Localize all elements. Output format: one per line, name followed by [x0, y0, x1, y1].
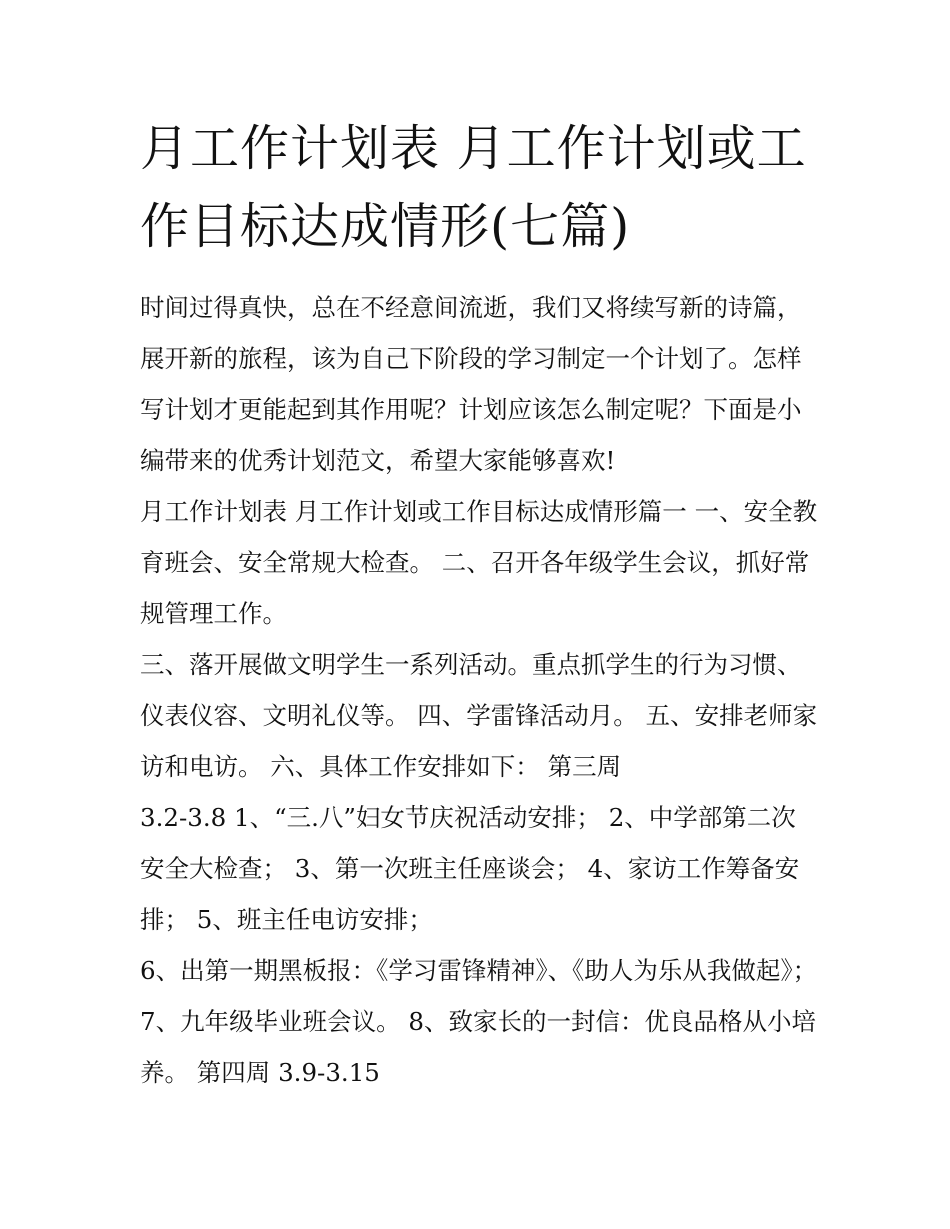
paragraph-section-one: 月工作计划表 月工作计划或工作目标达成情形篇一 一、安全教育班会、安全常规大检查。 二、召开各年级学生会议，抓好常规管理工作。	[140, 497, 818, 628]
paragraph-activities: 三、落开展做文明学生一系列活动。重点抓学生的行为习惯、仪表仪容、文明礼仪等。 四、学雷锋活动月。 五、安排老师家访和电访。 六、具体工作安排如下： 第三周	[140, 650, 818, 781]
paragraph-week-four: 6、出第一期黑板报：《学习雷锋精神》、《助人为乐从我做起》； 7、九年级毕业班会议。 8、致家长的一封信：优良品格从小培养。 第四周 3.9-3.15	[140, 956, 818, 1087]
paragraph-intro: 时间过得真快，总在不经意间流逝，我们又将续写新的诗篇，展开新的旅程，该为自己下阶段的学习制定一个计划了。怎样写计划才更能起到其作用呢？计划应该怎么制定呢？下面是小编带来的优秀计划范文，希望大家能够喜欢!	[140, 293, 802, 475]
paragraph-week-three: 3.2-3.8 1、“三.八”妇女节庆祝活动安排； 2、中学部第二次安全大检查； 3、第一次班主任座谈会； 4、家访工作筹备安排； 5、班主任电访安排；	[140, 803, 800, 934]
document-body	[140, 110, 820, 1098]
document-title: 月工作计划表 月工作计划或工作目标达成情形(七篇)	[140, 120, 807, 255]
